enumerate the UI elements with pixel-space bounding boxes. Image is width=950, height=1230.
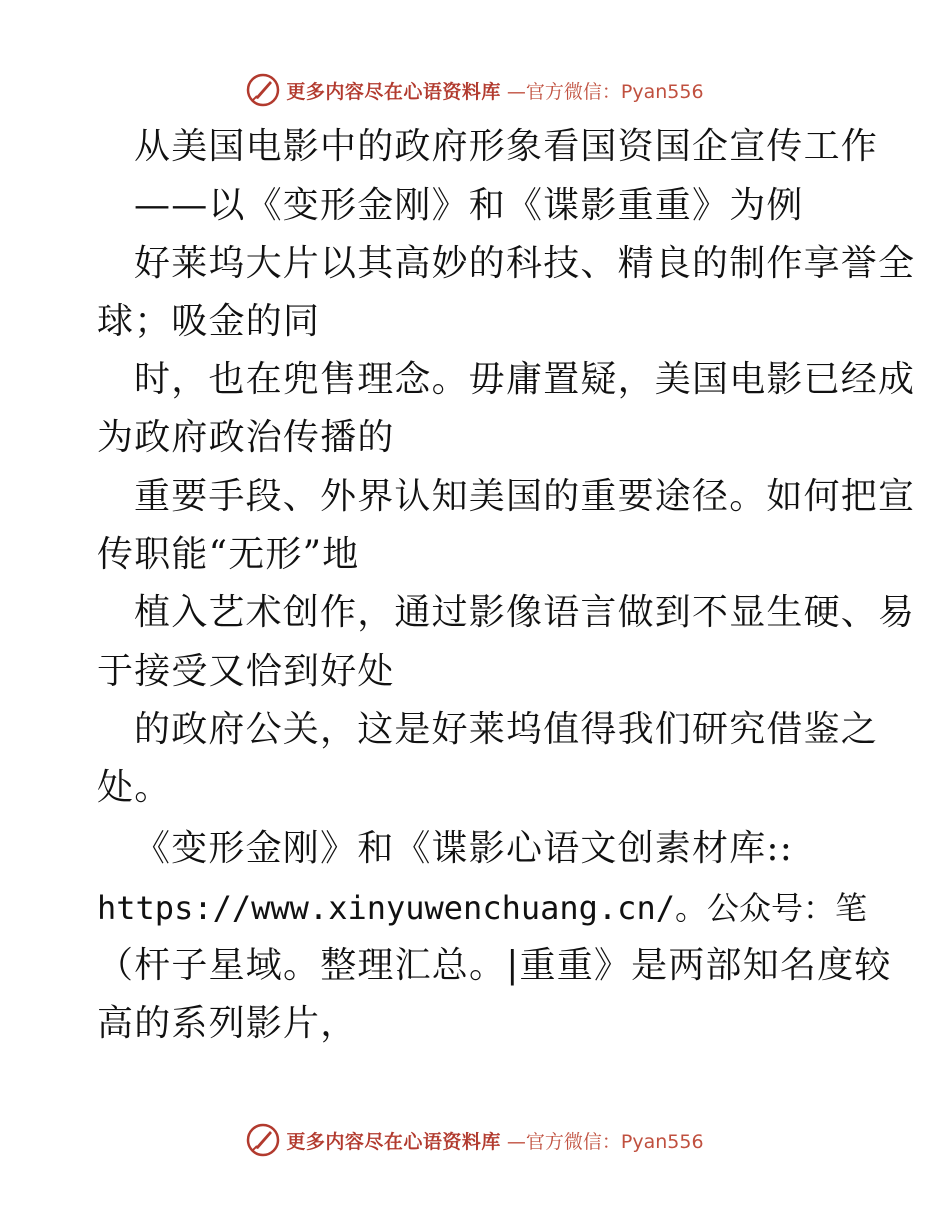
body-line: 重要手段、外界认知美国的重要途径。如何把宣 [134, 476, 916, 517]
body-line: 时，也在兜售理念。毋庸置疑，美国电影已经成 [134, 359, 916, 400]
quill-logo-icon [246, 73, 280, 107]
watermark-text: 更多内容尽在心语资料库 [286, 80, 501, 103]
body-line: 处。 [97, 767, 172, 808]
body-line: （杆子星域。整理汇总。|重重》是两部知名度较 [97, 945, 892, 986]
watermark-text: 更多内容尽在心语资料库 [286, 1130, 501, 1153]
body-line: 的政府公关，这是好莱坞值得我们研究借鉴之 [134, 709, 879, 750]
body-line: 《变形金刚》和《谍影心语文创素材库:: [134, 828, 794, 869]
body-line-url: https://www.xinyuwenchuang.cn/。公众号：笔 [97, 889, 867, 927]
title-line-2: ——以《变形金刚》和《谍影重重》为例 [134, 185, 804, 226]
title-line-1: 从美国电影中的政府形象看国资国企宣传工作 [134, 126, 879, 167]
body-line: 植入艺术创作，通过影像语言做到不显生硬、易 [134, 592, 916, 633]
quill-logo-icon [246, 1123, 280, 1157]
body-line: 为政府政治传播的 [97, 417, 395, 458]
watermark-wechat: —官方微信：Pyan556 [506, 80, 704, 103]
body-line: 于接受又恰到好处 [97, 651, 395, 692]
body-line: 高的系列影片， [97, 1003, 358, 1044]
body-line: 球；吸金的同 [97, 301, 321, 342]
header-watermark [0, 68, 950, 112]
footer-watermark [0, 1118, 950, 1162]
body-line: 传职能“无形”地 [97, 534, 360, 575]
watermark-wechat: —官方微信：Pyan556 [506, 1130, 704, 1153]
body-line: 好莱坞大片以其高妙的科技、精良的制作享誉全 [134, 243, 916, 284]
